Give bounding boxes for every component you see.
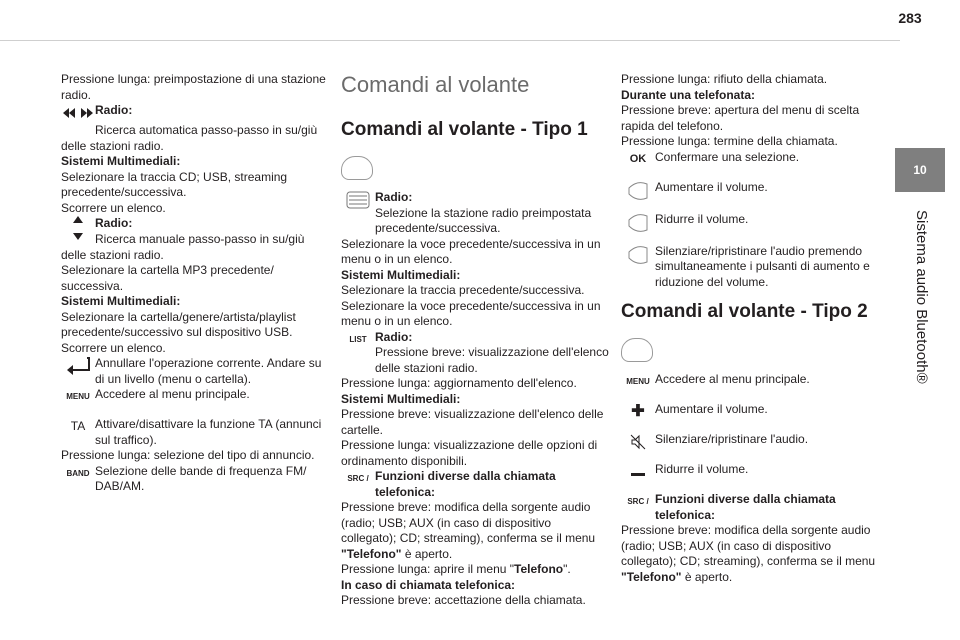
text: Selezionare la traccia precedente/successiva. (341, 283, 585, 297)
subsection-heading-type1: Comandi al volante - Tipo 1 (341, 119, 588, 140)
steering-wheel-icon (621, 338, 653, 362)
label: Sistemi Multimediali: (61, 294, 181, 308)
text: Pressione lunga: selezione del tipo di annuncio. (61, 448, 315, 462)
text: Ricerca manuale passo-passo in su/giù delle stazioni radio. (61, 232, 305, 262)
top-divider (0, 40, 900, 41)
text: Selezionare la cartella/genere/artista/playlist precedente/successivo sul dispositivo USB. (61, 309, 296, 339)
volume-control-icon (621, 244, 655, 266)
text: Pressione lunga: aggiornamento dell'elenco. (341, 376, 577, 390)
label: Sistemi Multimediali: (341, 267, 461, 282)
text: Silenziare/ripristinare l'audio premendo simultaneamente i pulsanti di aumento e riduzione del volume. (655, 243, 870, 289)
plus-row (621, 402, 889, 422)
text: Selezionare la voce precedente/successiva in un menu o in un elenco. (341, 298, 601, 328)
text: Scorrere un elenco. (61, 340, 166, 355)
ok-row (621, 150, 889, 170)
label: Durante una telefonata: (621, 87, 756, 102)
text: Ricerca automatica passo-passo in su/giù delle stazioni radio. (61, 123, 318, 153)
src2-row (621, 492, 889, 523)
column-1 (61, 72, 329, 495)
ok-button-icon: OK (629, 152, 647, 165)
text: Scorrere un elenco. (61, 200, 166, 215)
subsection-heading-type2: Comandi al volante - Tipo 2 (621, 301, 868, 322)
src-row (341, 469, 609, 500)
label: Sistemi Multimediali: (61, 154, 181, 168)
text: Selezionare la traccia CD; USB, streaming precedente/successiva. (61, 169, 288, 199)
text: Aumentare il volume. (655, 179, 768, 194)
label: Radio: (95, 103, 133, 117)
text: Pressione breve: modifica della sorgente audio (radio; USB; AUX (in caso di dispositivo collegato); CD; streaming), conferma se il menu "Telefono" è aperto. (341, 500, 596, 561)
menu-button-icon: MENU (626, 377, 650, 387)
band-button-icon: BAND (66, 468, 90, 478)
list-button-icon: LIST (349, 334, 367, 344)
menu-row (61, 387, 329, 407)
chapter-title-vertical (906, 210, 936, 570)
label: Funzioni diverse dalla chiamata telefonica: (375, 469, 556, 499)
text: Ridurre il volume. (655, 211, 749, 226)
label: Radio: (375, 190, 413, 204)
text: Attivare/disattivare la funzione TA (annunci sul traffico). (95, 417, 322, 447)
menu-button-icon: MENU (66, 392, 90, 402)
text: Confermare una selezione. (655, 149, 800, 164)
band-row (61, 464, 329, 495)
label: Radio: (95, 216, 133, 230)
text: Pressione lunga: rifiuto della chiamata. (621, 72, 828, 86)
text: Selezione la stazione radio preimpostata precedente/successiva. (375, 205, 592, 235)
plus-icon: ✚ (631, 403, 645, 421)
ta-button-icon: TA (70, 419, 86, 434)
steering-wheel-icon (341, 156, 373, 180)
text: Ridurre il volume. (655, 462, 749, 476)
text: Pressione lunga: visualizzazione delle opzioni di ordinamento disponibili. (341, 438, 598, 468)
volume-control-icon (621, 212, 655, 234)
mute-row (621, 244, 889, 291)
text: Pressione breve: accettazione della chiamata. (341, 593, 586, 607)
menu2-row (621, 372, 889, 392)
up-down-arrows-icon (61, 216, 95, 240)
text: Pressione breve: visualizzazione dell'elenco delle stazioni radio. (375, 345, 609, 375)
minus-icon (621, 462, 655, 482)
intro-text: Pressione lunga: preimpostazione di una stazione radio. (61, 72, 326, 102)
text: Selezionare la voce precedente/successiva in un menu o in un elenco. (341, 236, 601, 266)
back-arrow-icon (61, 356, 95, 376)
text: Pressione breve: visualizzazione dell'elenco delle cartelle. (341, 407, 604, 437)
label: In caso di chiamata telefonica: (341, 577, 516, 592)
section-heading: Comandi al volante (341, 72, 530, 97)
text: Pressione breve: apertura del menu di scelta rapida del telefono. (621, 103, 860, 133)
minus-row (621, 462, 889, 482)
chapter-title: Sistema audio Bluetooth® (913, 210, 930, 384)
wheel-row (341, 190, 609, 237)
label: Funzioni diverse dalla chiamata telefonica: (655, 492, 836, 522)
ta-row (61, 417, 329, 448)
src-button-icon: SRC / (347, 474, 369, 484)
page-number: 283 (898, 10, 922, 26)
text: Silenziare/ripristinare l'audio. (655, 432, 809, 446)
text: Accedere al menu principale. (95, 387, 250, 401)
mute2-row (621, 432, 889, 452)
thumbwheel-icon (341, 190, 375, 210)
text: Annullare l'operazione corrente. Andare su di un livello (menu o cartella). (95, 356, 322, 386)
vol-up-row (621, 180, 889, 202)
text: Accedere al menu principale. (655, 372, 810, 386)
text: Pressione breve: modifica della sorgente audio (radio; USB; AUX (in caso di dispositivo collegato); CD; streaming), conferma se il menu "Telefono" è aperto. (621, 523, 876, 584)
text: Pressione lunga: termine della chiamata. (621, 134, 838, 148)
text: Selezione delle bande di frequenza FM/ DAB/AM. (95, 463, 307, 493)
vol-down-row (621, 212, 889, 234)
seek-row (61, 103, 329, 123)
chapter-tab: 10 (895, 148, 945, 192)
text: Aumentare il volume. (655, 402, 768, 416)
back-row (61, 356, 329, 387)
seek-arrows-icon (61, 103, 95, 123)
list-row (341, 330, 609, 377)
text: Selezionare la cartella MP3 precedente/ successiva. (61, 263, 274, 293)
column-3 (621, 72, 889, 585)
volume-control-icon (621, 180, 655, 202)
column-2 (341, 72, 609, 609)
mute-speaker-icon (621, 432, 655, 452)
label: Sistemi Multimediali: (341, 391, 461, 406)
src-button-icon: SRC / (627, 497, 649, 507)
text: Pressione lunga: aprire il menu "Telefono". (341, 562, 571, 576)
label: Radio: (375, 329, 413, 344)
